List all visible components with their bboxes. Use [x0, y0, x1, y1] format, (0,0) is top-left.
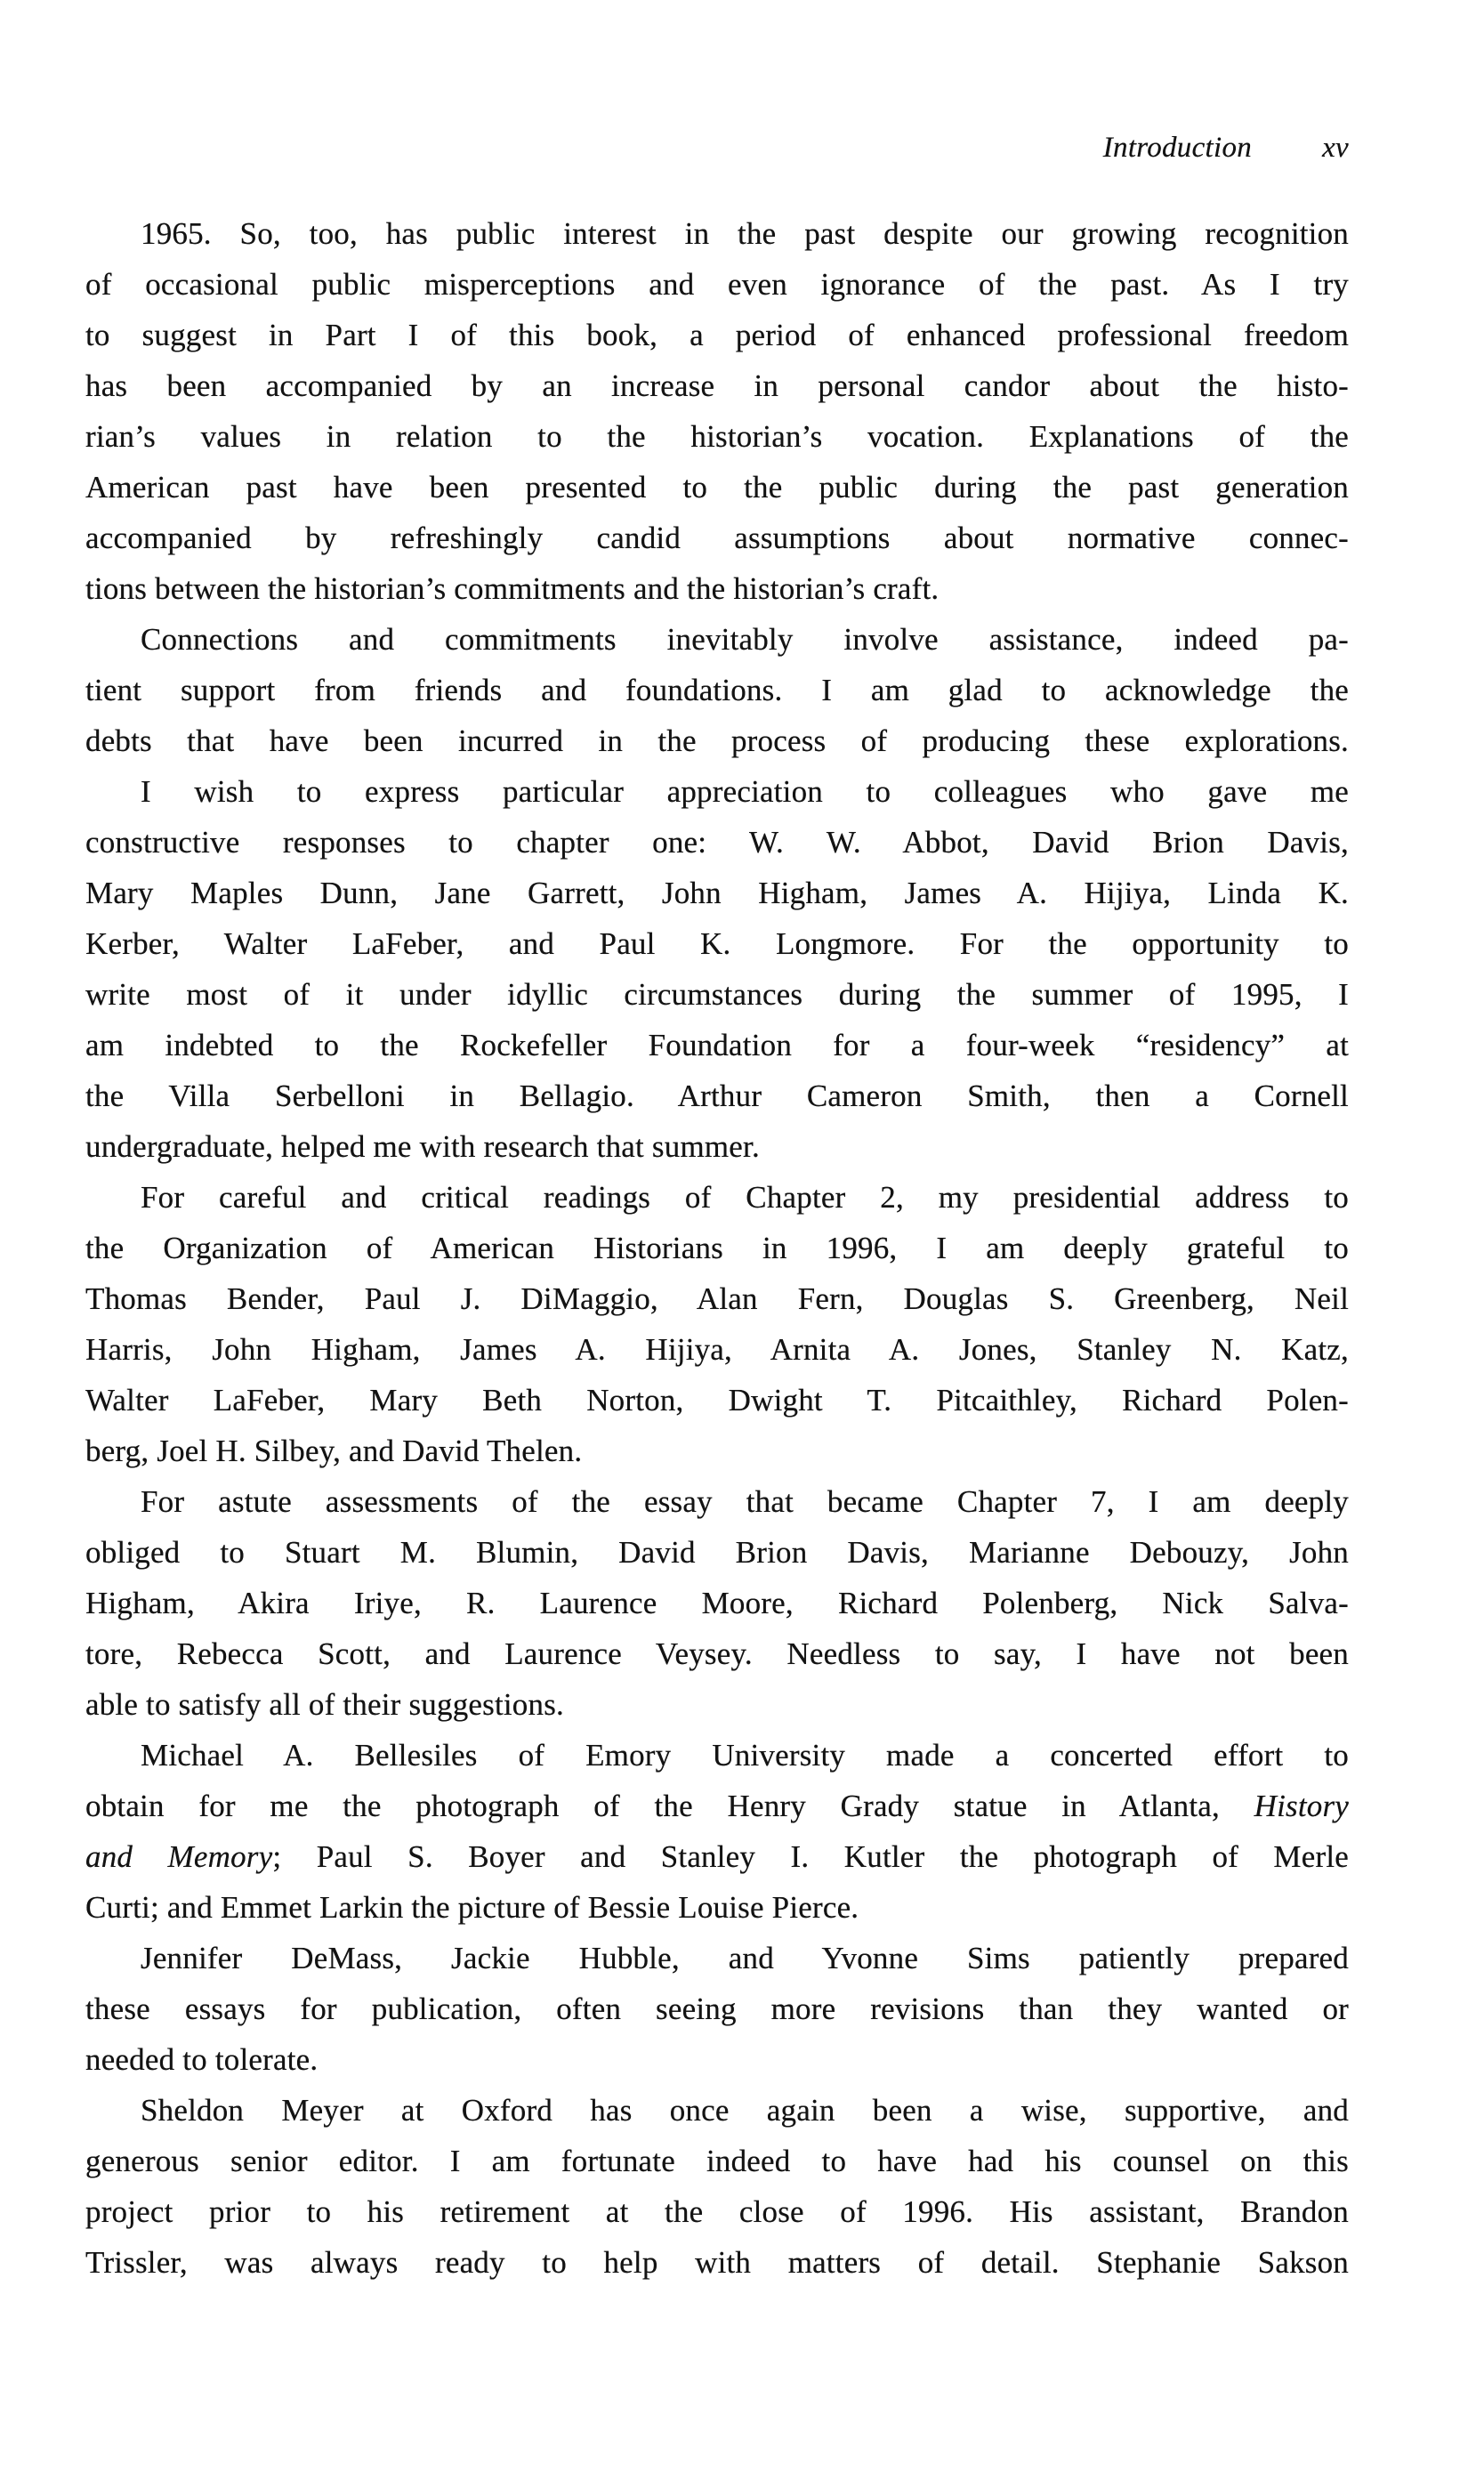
text-line: [85, 665, 1349, 715]
text-line: [85, 969, 1349, 1020]
text-segment: obtain for me the photograph of the Henry Grady statue in Atlanta,: [85, 1789, 1254, 1823]
text-line: [85, 310, 1349, 360]
text-segment: Thomas Bender, Paul J. DiMaggio, Alan Fern, Douglas S. Greenberg, Neil: [85, 1281, 1349, 1316]
text-segment: obliged to Stuart M. Blumin, David Brion Davis, Marianne Debouzy, John: [85, 1535, 1349, 1570]
text-line: [85, 1679, 1349, 1730]
text-segment: I wish to express particular appreciation to colleagues who gave me: [141, 774, 1349, 809]
text-line: [85, 1070, 1349, 1121]
text-line: [85, 2136, 1349, 2186]
text-line: [85, 411, 1349, 462]
text-segment: the Organization of American Historians in 1996, I am deeply grateful to: [85, 1231, 1349, 1265]
text-segment: Curti; and Emmet Larkin the picture of Bessie Louise Pierce.: [85, 1890, 859, 1925]
text-line: [85, 1831, 1349, 1882]
text-segment: accompanied by refreshingly candid assumptions about normative connec-: [85, 521, 1349, 555]
text-segment: able to satisfy all of their suggestions.: [85, 1687, 564, 1722]
text-line: [85, 1882, 1349, 1933]
text-segment: debts that have been incurred in the process of producing these explorations.: [85, 723, 1349, 758]
text-segment: tient support from friends and foundations. I am glad to acknowledge the: [85, 673, 1349, 707]
text-segment: of occasional public misperceptions and even ignorance of the past. As I try: [85, 267, 1349, 302]
text-segment: For careful and critical readings of Chapter 2, my presidential address to: [141, 1180, 1349, 1215]
text-segment: Kerber, Walter LaFeber, and Paul K. Longmore. For the opportunity to: [85, 926, 1349, 961]
text-line: [85, 1426, 1349, 1476]
paragraph: [85, 2085, 1349, 2288]
text-line: [85, 1933, 1349, 1983]
text-segment: ; Paul S. Boyer and Stanley I. Kutler the photograph of Merle: [272, 1839, 1349, 1874]
text-segment: tore, Rebecca Scott, and Laurence Veysey. Needless to say, I have not been: [85, 1636, 1349, 1671]
paragraph: [85, 1730, 1349, 1933]
italic-text: and Memory: [85, 1839, 273, 1874]
text-segment: Michael A. Bellesiles of Emory University made a concerted effort to: [141, 1738, 1349, 1773]
text-segment: Higham, Akira Iriye, R. Laurence Moore, Richard Polenberg, Nick Salva-: [85, 1586, 1349, 1620]
chapter-title: Introduction: [1102, 132, 1253, 164]
text-line: [85, 1983, 1349, 2034]
running-header: [85, 132, 1349, 165]
text-line: [85, 868, 1349, 918]
text-line: [85, 614, 1349, 665]
text-line: [85, 360, 1349, 411]
text-line: [85, 1476, 1349, 1527]
text-segment: needed to tolerate.: [85, 2042, 319, 2077]
text-line: [85, 2237, 1349, 2288]
text-line: [85, 1223, 1349, 1273]
text-segment: generous senior editor. I am fortunate indeed to have had his counsel on this: [85, 2144, 1349, 2178]
text-line: [85, 1527, 1349, 1578]
text-segment: undergraduate, helped me with research that summer.: [85, 1129, 760, 1164]
italic-text: History: [1254, 1789, 1349, 1823]
text-line: [85, 259, 1349, 310]
text-line: [85, 1578, 1349, 1628]
text-segment: has been accompanied by an increase in personal candor about the histo-: [85, 368, 1349, 403]
page-number: xv: [1322, 132, 1349, 164]
text-line: [85, 1172, 1349, 1223]
text-segment: constructive responses to chapter one: W. W. Abbot, David Brion Davis,: [85, 825, 1349, 860]
text-segment: Mary Maples Dunn, Jane Garrett, John Higham, James A. Hijiya, Linda K.: [85, 876, 1349, 910]
text-line: [85, 1324, 1349, 1375]
paragraph: [85, 1933, 1349, 2085]
text-line: [85, 2085, 1349, 2136]
text-line: [85, 1375, 1349, 1426]
text-line: [85, 1781, 1349, 1831]
page-body: [85, 208, 1349, 2288]
text-line: [85, 918, 1349, 969]
text-line: [85, 1628, 1349, 1679]
text-line: [85, 1020, 1349, 1070]
text-line: [85, 563, 1349, 614]
text-segment: to suggest in Part I of this book, a period of enhanced professional freedom: [85, 318, 1349, 352]
text-segment: write most of it under idyllic circumstances during the summer of 1995, I: [85, 977, 1349, 1012]
text-line: [85, 513, 1349, 563]
text-segment: For astute assessments of the essay that became Chapter 7, I am deeply: [141, 1484, 1349, 1519]
text-segment: project prior to his retirement at the close of 1996. His assistant, Brandon: [85, 2194, 1349, 2229]
text-segment: Trissler, was always ready to help with matters of detail. Stephanie Sakson: [85, 2245, 1349, 2280]
text-segment: Walter LaFeber, Mary Beth Norton, Dwight T. Pitcaithley, Richard Polen-: [85, 1383, 1349, 1418]
text-line: [85, 715, 1349, 766]
paragraph: [85, 208, 1349, 614]
text-line: [85, 1273, 1349, 1324]
text-line: [85, 208, 1349, 259]
text-segment: American past have been presented to the public during the past generation: [85, 470, 1349, 505]
text-line: [85, 2034, 1349, 2085]
text-segment: rian’s values in relation to the historian’s vocation. Explanations of the: [85, 419, 1349, 454]
paragraph: [85, 1476, 1349, 1730]
paragraph: [85, 1172, 1349, 1476]
text-line: [85, 1730, 1349, 1781]
text-segment: berg, Joel H. Silbey, and David Thelen.: [85, 1434, 583, 1468]
paragraph: [85, 614, 1349, 766]
text-line: [85, 817, 1349, 868]
text-line: [85, 2186, 1349, 2237]
text-segment: Harris, John Higham, James A. Hijiya, Arnita A. Jones, Stanley N. Katz,: [85, 1332, 1349, 1367]
text-segment: Connections and commitments inevitably involve assistance, indeed pa-: [141, 622, 1349, 657]
text-segment: Jennifer DeMass, Jackie Hubble, and Yvonne Sims patiently prepared: [141, 1941, 1349, 1975]
text-segment: tions between the historian’s commitments and the historian’s craft.: [85, 571, 940, 606]
text-segment: Sheldon Meyer at Oxford has once again been a wise, supportive, and: [141, 2093, 1349, 2128]
text-segment: these essays for publication, often seeing more revisions than they wanted or: [85, 1991, 1349, 2026]
text-line: [85, 766, 1349, 817]
text-segment: the Villa Serbelloni in Bellagio. Arthur Cameron Smith, then a Cornell: [85, 1078, 1349, 1113]
text-segment: 1965. So, too, has public interest in the past despite our growing recognition: [141, 216, 1349, 251]
text-line: [85, 1121, 1349, 1172]
paragraph: [85, 766, 1349, 1172]
text-segment: am indebted to the Rockefeller Foundation for a four-week “residency” at: [85, 1028, 1349, 1062]
text-line: [85, 462, 1349, 513]
